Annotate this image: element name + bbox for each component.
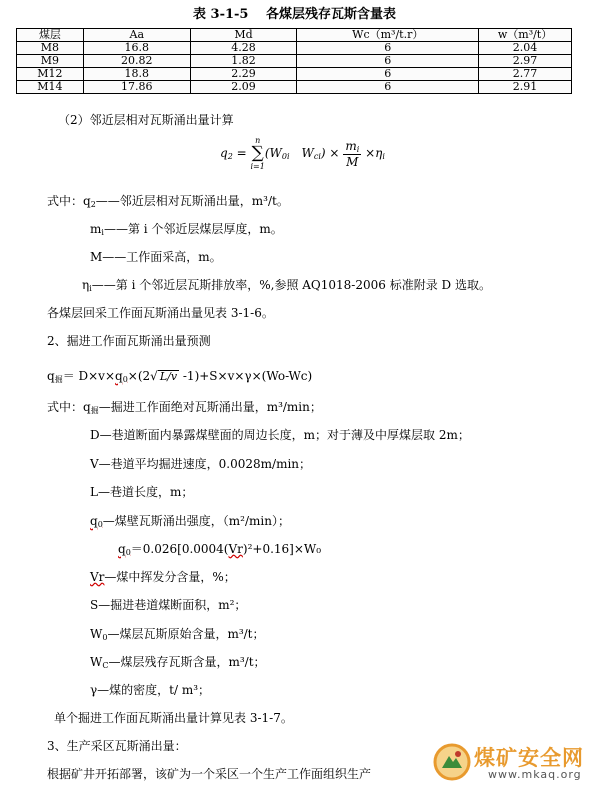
table-cell: 6 xyxy=(297,42,479,55)
paragraph-note: 各煤层回采工作面瓦斯涌出量见表 3-1-6。 xyxy=(47,306,274,320)
def-line: S—掘进巷道煤断面积，m²； xyxy=(90,598,247,612)
formula-wc-sub: ci xyxy=(313,152,321,161)
q0-letter: q xyxy=(118,542,126,556)
formula-part-c: -1)+S×v×γ×(Wo-Wc) xyxy=(179,369,313,383)
table-title: 表 3-1-5 各煤层残存瓦斯含量表 xyxy=(193,7,396,22)
def-line: L—巷道长度，m； xyxy=(90,485,194,499)
section-heading: 3、生产采区瓦斯涌出量： xyxy=(47,739,187,753)
formula-w0: W xyxy=(269,146,282,160)
def-post: ——邻近层相对瓦斯涌出量，m³/t。 xyxy=(95,194,289,208)
fraction-numerator xyxy=(343,139,361,155)
def-post: —掘进工作面绝对瓦斯涌出量，m³/min； xyxy=(98,400,322,414)
numerator-sub: i xyxy=(356,144,360,154)
formula-eta-sub: i xyxy=(382,152,385,161)
def-post: ——第 i 个邻近层瓦斯排放率，%,参照 AQ1018-2006 标准附录 D 选取。 xyxy=(91,278,491,292)
watermark-brand: 煤矿安全网 xyxy=(474,746,584,770)
def-pre: W xyxy=(90,627,103,641)
def-pre: M——工作面采高，m。 xyxy=(90,250,222,264)
table-row xyxy=(17,68,572,81)
table-header-row xyxy=(17,29,572,42)
def-line: D—巷道断面内暴露煤壁面的周边长度，m；对于薄及中厚煤层取 2m； xyxy=(90,428,470,442)
table-row xyxy=(17,42,572,55)
def-post: —煤层瓦斯原始含量，m³/t； xyxy=(107,627,265,641)
table-cell: M12 xyxy=(17,68,84,81)
formula-lhs-sub: 2 xyxy=(227,152,233,161)
formula-q: q xyxy=(47,369,55,383)
formula-q2: $q_2 = n$ ∑ $i=1(W_{0i}$ $W_{ci}$) × $\frac{m_i}{M}$ $\times\eta_i$ xyxy=(220,136,385,171)
formula-q0 xyxy=(118,540,321,557)
table-cell: 18.8 xyxy=(83,68,190,81)
q0-wavy xyxy=(90,514,103,528)
table-row xyxy=(17,55,572,68)
formula-tunnel xyxy=(47,367,312,385)
sum-symbol xyxy=(250,136,264,171)
table-cell: 1.82 xyxy=(190,55,297,68)
def-sub: i xyxy=(89,284,92,293)
def-post: —煤层残存瓦斯含量，m³/t； xyxy=(108,655,266,669)
q0-wavy xyxy=(118,542,131,556)
sqrt-symbol: √ xyxy=(150,369,158,383)
sum-bottom: i=1 xyxy=(250,162,265,171)
formula-part-a: ＝ D×v× xyxy=(62,369,116,383)
def-line xyxy=(90,248,222,265)
table-cell: 6 xyxy=(297,81,479,94)
def-sub: 2 xyxy=(90,200,96,209)
formula-part-b: ×(2 xyxy=(127,369,151,383)
watermark-logo-icon xyxy=(432,742,472,782)
table-cell: M14 xyxy=(17,81,84,94)
table-cell: 6 xyxy=(297,68,479,81)
formula-q-sub: 掘 xyxy=(54,375,63,384)
q0-letter: q xyxy=(115,369,123,383)
formula-wc: W xyxy=(301,146,314,160)
formula-gap xyxy=(290,146,302,160)
table-cell: M9 xyxy=(17,55,84,68)
table-cell: 6 xyxy=(297,55,479,68)
table-header-cell: Md xyxy=(190,29,297,42)
def-pre: 式中：q xyxy=(47,400,91,414)
def-pre: 式中：q xyxy=(47,194,91,208)
table-header-cell: 煤层 xyxy=(17,29,84,42)
q0-sub: 0 xyxy=(125,548,131,557)
table-cell: 2.77 xyxy=(479,68,572,81)
def-sub: 0 xyxy=(102,633,108,642)
sum-top: n xyxy=(255,136,261,145)
table-cell: 2.97 xyxy=(479,55,572,68)
watermark-url: www.mkaq.org xyxy=(488,768,582,781)
def-sub: 掘 xyxy=(90,406,99,415)
def-post: ——第 i 个邻近层煤层厚度，m。 xyxy=(103,222,283,236)
table-cell: 16.8 xyxy=(83,42,190,55)
def-line xyxy=(90,653,266,670)
formula-eq: = xyxy=(232,146,251,160)
table-cell: 2.29 xyxy=(190,68,297,81)
formula-w0-sub: 0i xyxy=(281,152,290,161)
vr-wavy: Vr xyxy=(90,570,105,584)
fraction-denominator: M xyxy=(346,154,359,169)
table-cell: M8 xyxy=(17,42,84,55)
paragraph-note: 单个掘进工作面瓦斯涌出量计算见表 3-1-7。 xyxy=(54,711,293,725)
table-cell: 20.82 xyxy=(83,55,190,68)
section-heading: （2）邻近层相对瓦斯涌出量计算 xyxy=(58,113,234,127)
sqrt-body: L/v xyxy=(159,370,178,383)
numerator-m: m xyxy=(345,138,357,153)
paragraph-body: 根据矿井开拓部署，该矿为一个采区一个生产工作面组织生产 xyxy=(47,767,372,781)
table-header-cell: Aa xyxy=(83,29,190,42)
table-cell: 17.86 xyxy=(83,81,190,94)
def-line xyxy=(90,220,283,237)
formula-times: × xyxy=(325,146,340,160)
formula-fraction xyxy=(343,139,361,169)
def-line: V—巷道平均掘进速度，0.0028m/min； xyxy=(90,457,312,471)
table-cell: 2.09 xyxy=(190,81,297,94)
def-sub: i xyxy=(101,228,104,237)
def-line xyxy=(47,192,289,209)
section-heading: 2、掘进工作面瓦斯涌出量预测 xyxy=(47,334,211,348)
def-pre: m xyxy=(90,222,102,236)
table-header-cell: Wc（m³/t.r） xyxy=(297,29,479,42)
def-line xyxy=(90,625,265,642)
sigma-glyph: ∑ xyxy=(251,143,264,163)
def-line xyxy=(82,276,491,293)
q0-sub: 0 xyxy=(97,520,103,529)
formula-q0 xyxy=(115,369,128,383)
residual-gas-table xyxy=(16,28,572,94)
table-cell: 2.91 xyxy=(479,81,572,94)
q0-sub: 0 xyxy=(122,375,128,384)
def-line: γ—煤的密度，t/ m³； xyxy=(90,683,211,697)
formula-times-eta: ×η xyxy=(361,146,383,160)
formula-lhs: q xyxy=(220,146,228,160)
def-post: —煤壁瓦斯涌出强度，（m²/min）； xyxy=(102,514,290,528)
table-cell: 2.04 xyxy=(479,42,572,55)
vr-wavy: Vr xyxy=(228,542,243,556)
table-header-cell: w（m³/t） xyxy=(479,29,572,42)
def-sub: C xyxy=(102,661,109,670)
def-line xyxy=(90,512,290,529)
table-cell: 4.28 xyxy=(190,42,297,55)
def-post: —煤中挥发分含量，%； xyxy=(104,570,236,584)
def-line xyxy=(47,398,322,416)
def-pre: W xyxy=(90,655,103,669)
def-pre: η xyxy=(82,278,90,292)
q0-letter: q xyxy=(90,514,98,528)
watermark xyxy=(430,740,589,786)
formula-mid: ＝0.026[0.0004( xyxy=(130,542,229,556)
def-line xyxy=(90,568,236,585)
formula-post: )²+0.16]×W₀ xyxy=(242,542,322,556)
table-row xyxy=(17,81,572,94)
